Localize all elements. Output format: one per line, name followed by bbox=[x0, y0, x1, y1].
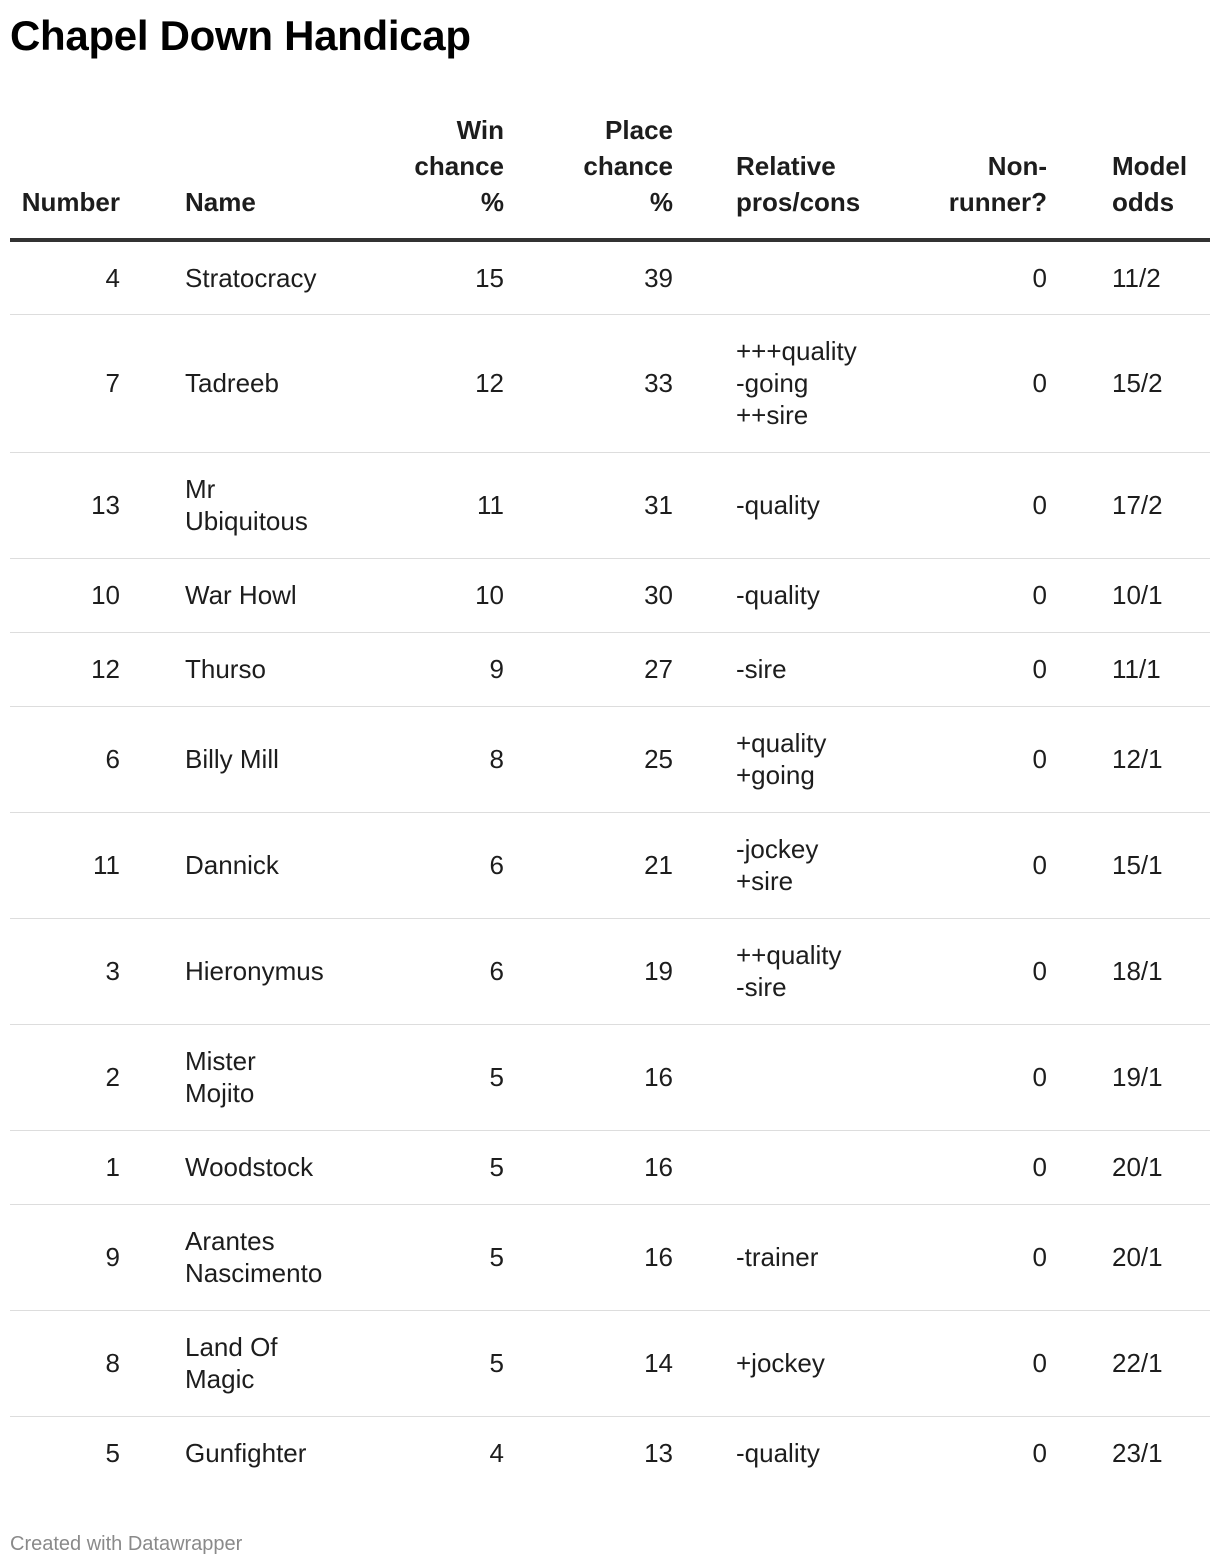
cell-place-chance-text: 33 bbox=[644, 368, 673, 398]
cell-name-text: Dannick bbox=[185, 850, 279, 880]
cell-spacer bbox=[120, 452, 185, 558]
cell-non-runner-text: 0 bbox=[1032, 262, 1047, 293]
cell-name-text: Thurso bbox=[185, 654, 266, 684]
cell-place-chance bbox=[504, 314, 673, 452]
header-spacer bbox=[120, 112, 185, 240]
cell-model-odds bbox=[1112, 918, 1210, 1024]
cell-model-odds bbox=[1112, 1204, 1210, 1310]
cell-pros-cons-text: +jockey bbox=[736, 1348, 825, 1378]
cell-number bbox=[10, 1416, 120, 1490]
cell-non-runner bbox=[916, 1130, 1047, 1204]
cell-non-runner-text: 0 bbox=[1032, 1242, 1047, 1272]
cell-non-runner-text: 0 bbox=[1032, 744, 1047, 774]
cell-name bbox=[185, 314, 344, 452]
cell-non-runner bbox=[916, 918, 1047, 1024]
cell-spacer bbox=[1047, 240, 1112, 314]
cell-spacer bbox=[1047, 706, 1112, 812]
cell-name-text: Mr Ubiquitous bbox=[185, 474, 308, 536]
cell-model-odds-text: 10/1 bbox=[1112, 580, 1163, 610]
race-table bbox=[10, 112, 1210, 1490]
table-row bbox=[10, 314, 1210, 452]
cell-spacer bbox=[120, 812, 185, 918]
header-pros-cons: Relative pros/cons bbox=[736, 112, 916, 240]
cell-spacer bbox=[1047, 632, 1112, 706]
cell-pros-cons bbox=[736, 452, 916, 558]
cell-spacer bbox=[673, 558, 736, 632]
cell-place-chance bbox=[504, 1130, 673, 1204]
cell-spacer bbox=[673, 812, 736, 918]
header-spacer bbox=[1047, 112, 1112, 240]
header-model-odds: Model odds bbox=[1112, 112, 1210, 240]
cell-model-odds-text: 20/1 bbox=[1112, 1152, 1163, 1182]
cell-number bbox=[10, 632, 120, 706]
cell-model-odds-text: 19/1 bbox=[1112, 1062, 1163, 1092]
cell-pros-cons bbox=[736, 1024, 916, 1130]
table-header bbox=[10, 112, 1210, 240]
cell-non-runner-text: 0 bbox=[1032, 368, 1047, 398]
cell-name bbox=[185, 918, 344, 1024]
cell-spacer bbox=[120, 240, 185, 314]
cell-spacer bbox=[673, 314, 736, 452]
cell-spacer bbox=[1047, 1130, 1112, 1204]
cell-name-text: Billy Mill bbox=[185, 744, 279, 774]
table-row bbox=[10, 1024, 1210, 1130]
cell-model-odds bbox=[1112, 452, 1210, 558]
cell-place-chance-text: 14 bbox=[644, 1348, 673, 1378]
cell-spacer bbox=[1047, 558, 1112, 632]
cell-pros-cons bbox=[736, 812, 916, 918]
cell-spacer bbox=[1047, 1416, 1112, 1490]
cell-spacer bbox=[120, 918, 185, 1024]
chart-title: Chapel Down Handicap bbox=[10, 12, 471, 59]
cell-win-chance-text: 5 bbox=[489, 1348, 504, 1378]
cell-pros-cons-text: -quality bbox=[736, 490, 820, 520]
cell-name bbox=[185, 632, 344, 706]
cell-number-text: 5 bbox=[105, 1438, 120, 1469]
cell-model-odds bbox=[1112, 1024, 1210, 1130]
table-row bbox=[10, 1204, 1210, 1310]
cell-number bbox=[10, 240, 120, 314]
cell-number bbox=[10, 812, 120, 918]
cell-spacer bbox=[1047, 918, 1112, 1024]
cell-win-chance bbox=[344, 240, 504, 314]
cell-number bbox=[10, 918, 120, 1024]
cell-non-runner-text: 0 bbox=[1032, 956, 1047, 986]
cell-name-text: Land Of Magic bbox=[185, 1332, 278, 1394]
cell-win-chance bbox=[344, 1310, 504, 1416]
cell-win-chance-text: 9 bbox=[489, 654, 504, 684]
cell-pros-cons-text: -jockey +sire bbox=[736, 834, 819, 896]
cell-name-text: Tadreeb bbox=[185, 368, 279, 398]
cell-win-chance-text: 5 bbox=[489, 1242, 504, 1272]
cell-number bbox=[10, 1130, 120, 1204]
cell-spacer bbox=[1047, 1204, 1112, 1310]
cell-place-chance bbox=[504, 918, 673, 1024]
cell-win-chance-text: 8 bbox=[489, 744, 504, 774]
table-row bbox=[10, 706, 1210, 812]
cell-non-runner bbox=[916, 1024, 1047, 1130]
cell-model-odds bbox=[1112, 812, 1210, 918]
cell-win-chance bbox=[344, 918, 504, 1024]
cell-spacer bbox=[673, 1204, 736, 1310]
cell-model-odds bbox=[1112, 1416, 1210, 1490]
cell-non-runner bbox=[916, 1310, 1047, 1416]
cell-pros-cons-text: -quality bbox=[736, 580, 820, 610]
cell-pros-cons bbox=[736, 1416, 916, 1490]
cell-number-text: 1 bbox=[105, 1152, 120, 1182]
cell-name-text: Gunfighter bbox=[185, 1438, 307, 1469]
cell-spacer bbox=[673, 632, 736, 706]
cell-win-chance bbox=[344, 632, 504, 706]
cell-non-runner bbox=[916, 240, 1047, 314]
cell-place-chance bbox=[504, 240, 673, 314]
cell-number bbox=[10, 1204, 120, 1310]
cell-number-text: 2 bbox=[105, 1062, 120, 1092]
cell-spacer bbox=[120, 1204, 185, 1310]
table-row bbox=[10, 558, 1210, 632]
cell-number bbox=[10, 452, 120, 558]
cell-place-chance-text: 21 bbox=[644, 850, 673, 880]
cell-number bbox=[10, 1024, 120, 1130]
cell-spacer bbox=[673, 1024, 736, 1130]
table-row bbox=[10, 240, 1210, 314]
cell-name-text: Hieronymus bbox=[185, 956, 324, 986]
cell-non-runner bbox=[916, 812, 1047, 918]
cell-non-runner bbox=[916, 1416, 1047, 1490]
cell-number-text: 12 bbox=[91, 654, 120, 684]
cell-number bbox=[10, 706, 120, 812]
credit-footer: Created with Datawrapper bbox=[10, 1533, 243, 1555]
cell-number-text: 7 bbox=[105, 368, 120, 398]
cell-spacer bbox=[673, 1310, 736, 1416]
cell-number-text: 3 bbox=[105, 956, 120, 986]
cell-place-chance bbox=[504, 1204, 673, 1310]
cell-win-chance-text: 11 bbox=[477, 490, 504, 520]
cell-pros-cons bbox=[736, 1310, 916, 1416]
cell-model-odds-text: 23/1 bbox=[1112, 1438, 1163, 1469]
cell-name bbox=[185, 706, 344, 812]
cell-number-text: 10 bbox=[91, 580, 120, 610]
cell-win-chance bbox=[344, 1416, 504, 1490]
cell-non-runner-text: 0 bbox=[1032, 1062, 1047, 1092]
cell-place-chance-text: 30 bbox=[644, 580, 673, 610]
cell-pros-cons bbox=[736, 632, 916, 706]
cell-number-text: 6 bbox=[105, 744, 120, 774]
cell-place-chance-text: 31 bbox=[644, 490, 673, 520]
cell-win-chance-text: 5 bbox=[489, 1152, 504, 1182]
cell-model-odds bbox=[1112, 1130, 1210, 1204]
cell-spacer bbox=[120, 558, 185, 632]
cell-spacer bbox=[673, 1130, 736, 1204]
cell-spacer bbox=[673, 706, 736, 812]
cell-name-text: War Howl bbox=[185, 580, 297, 610]
cell-win-chance-text: 6 bbox=[489, 956, 504, 986]
cell-model-odds bbox=[1112, 240, 1210, 314]
cell-name bbox=[185, 1204, 344, 1310]
cell-place-chance-text: 16 bbox=[644, 1152, 673, 1182]
cell-win-chance bbox=[344, 1204, 504, 1310]
cell-model-odds-text: 17/2 bbox=[1112, 490, 1163, 520]
cell-non-runner bbox=[916, 452, 1047, 558]
cell-model-odds-text: 22/1 bbox=[1112, 1348, 1163, 1378]
cell-spacer bbox=[673, 240, 736, 314]
cell-pros-cons-text: -quality bbox=[736, 1438, 820, 1469]
cell-place-chance-text: 13 bbox=[644, 1438, 673, 1469]
cell-model-odds-text: 18/1 bbox=[1112, 956, 1163, 986]
cell-number-text: 4 bbox=[105, 262, 120, 293]
cell-non-runner bbox=[916, 314, 1047, 452]
cell-name bbox=[185, 1310, 344, 1416]
cell-pros-cons bbox=[736, 240, 916, 314]
header-name: Name bbox=[185, 112, 344, 240]
cell-pros-cons-text: +++quality -going ++sire bbox=[736, 336, 857, 430]
cell-place-chance-text: 27 bbox=[644, 654, 673, 684]
cell-model-odds-text: 11/1 bbox=[1112, 654, 1161, 684]
cell-pros-cons bbox=[736, 706, 916, 812]
cell-name-text: Stratocracy bbox=[185, 262, 317, 293]
cell-win-chance bbox=[344, 452, 504, 558]
cell-win-chance bbox=[344, 1024, 504, 1130]
cell-model-odds bbox=[1112, 1310, 1210, 1416]
cell-non-runner bbox=[916, 558, 1047, 632]
cell-place-chance bbox=[504, 1310, 673, 1416]
cell-non-runner-text: 0 bbox=[1032, 1152, 1047, 1182]
cell-pros-cons-text: ++quality -sire bbox=[736, 940, 842, 1002]
cell-name bbox=[185, 1130, 344, 1204]
cell-place-chance-text: 39 bbox=[644, 262, 673, 293]
cell-spacer bbox=[120, 1310, 185, 1416]
cell-non-runner bbox=[916, 632, 1047, 706]
cell-name-text: Woodstock bbox=[185, 1152, 314, 1182]
cell-place-chance-text: 19 bbox=[644, 956, 673, 986]
header-place-chance: Place chance % bbox=[504, 112, 673, 240]
cell-pros-cons bbox=[736, 1204, 916, 1310]
cell-place-chance bbox=[504, 706, 673, 812]
cell-number-text: 13 bbox=[91, 490, 120, 520]
cell-place-chance-text: 25 bbox=[644, 744, 673, 774]
table-row bbox=[10, 812, 1210, 918]
table-row bbox=[10, 1416, 1210, 1490]
cell-model-odds-text: 20/1 bbox=[1112, 1242, 1163, 1272]
cell-win-chance-text: 4 bbox=[489, 1438, 504, 1469]
table-row bbox=[10, 1130, 1210, 1204]
cell-spacer bbox=[1047, 1024, 1112, 1130]
cell-place-chance bbox=[504, 1024, 673, 1130]
cell-number bbox=[10, 1310, 120, 1416]
cell-number-text: 9 bbox=[105, 1242, 120, 1272]
cell-spacer bbox=[120, 1130, 185, 1204]
table-row bbox=[10, 918, 1210, 1024]
cell-name bbox=[185, 1416, 344, 1490]
cell-win-chance-text: 10 bbox=[475, 580, 504, 610]
cell-model-odds bbox=[1112, 558, 1210, 632]
cell-place-chance bbox=[504, 632, 673, 706]
cell-place-chance bbox=[504, 558, 673, 632]
header-win-chance: Win chance % bbox=[344, 112, 504, 240]
cell-name bbox=[185, 812, 344, 918]
cell-name bbox=[185, 452, 344, 558]
cell-model-odds-text: 11/2 bbox=[1112, 262, 1161, 293]
cell-spacer bbox=[673, 918, 736, 1024]
cell-place-chance-text: 16 bbox=[644, 1242, 673, 1272]
cell-pros-cons bbox=[736, 918, 916, 1024]
cell-win-chance bbox=[344, 1130, 504, 1204]
cell-spacer bbox=[120, 314, 185, 452]
cell-number bbox=[10, 558, 120, 632]
cell-non-runner bbox=[916, 1204, 1047, 1310]
table-row bbox=[10, 452, 1210, 558]
cell-win-chance-text: 15 bbox=[475, 262, 504, 293]
cell-number bbox=[10, 314, 120, 452]
cell-number-text: 8 bbox=[105, 1348, 120, 1378]
cell-pros-cons bbox=[736, 1130, 916, 1204]
cell-place-chance bbox=[504, 1416, 673, 1490]
cell-model-odds-text: 15/2 bbox=[1112, 368, 1163, 398]
cell-win-chance-text: 5 bbox=[489, 1062, 504, 1092]
cell-pros-cons-text: -trainer bbox=[736, 1242, 819, 1272]
cell-pros-cons bbox=[736, 558, 916, 632]
cell-spacer bbox=[673, 1416, 736, 1490]
header-row bbox=[10, 112, 1210, 240]
cell-win-chance bbox=[344, 558, 504, 632]
table-row bbox=[10, 632, 1210, 706]
cell-non-runner-text: 0 bbox=[1032, 654, 1047, 684]
cell-name-text: Mister Mojito bbox=[185, 1046, 256, 1108]
cell-place-chance bbox=[504, 452, 673, 558]
cell-spacer bbox=[1047, 812, 1112, 918]
cell-place-chance-text: 16 bbox=[644, 1062, 673, 1092]
cell-non-runner-text: 0 bbox=[1032, 1438, 1047, 1469]
cell-win-chance bbox=[344, 314, 504, 452]
cell-non-runner bbox=[916, 706, 1047, 812]
cell-spacer bbox=[1047, 314, 1112, 452]
cell-win-chance-text: 12 bbox=[475, 368, 504, 398]
header-spacer bbox=[673, 112, 736, 240]
cell-spacer bbox=[1047, 452, 1112, 558]
cell-non-runner-text: 0 bbox=[1032, 490, 1047, 520]
cell-spacer bbox=[120, 1024, 185, 1130]
header-non-runner: Non- runner? bbox=[916, 112, 1047, 240]
cell-pros-cons-text: -sire bbox=[736, 654, 787, 684]
cell-place-chance bbox=[504, 812, 673, 918]
cell-model-odds bbox=[1112, 314, 1210, 452]
cell-number-text: 11 bbox=[93, 850, 120, 880]
cell-name bbox=[185, 240, 344, 314]
cell-spacer bbox=[120, 706, 185, 812]
cell-model-odds-text: 12/1 bbox=[1112, 744, 1163, 774]
cell-spacer bbox=[120, 1416, 185, 1490]
cell-spacer bbox=[673, 452, 736, 558]
table-body bbox=[10, 240, 1210, 1490]
cell-spacer bbox=[120, 632, 185, 706]
cell-non-runner-text: 0 bbox=[1032, 1348, 1047, 1378]
cell-name-text: Arantes Nascimento bbox=[185, 1226, 323, 1288]
cell-model-odds bbox=[1112, 706, 1210, 812]
cell-non-runner-text: 0 bbox=[1032, 580, 1047, 610]
cell-pros-cons-text: +quality +going bbox=[736, 728, 827, 790]
header-number: Number bbox=[10, 112, 120, 240]
table-row bbox=[10, 1310, 1210, 1416]
cell-non-runner-text: 0 bbox=[1032, 850, 1047, 880]
cell-spacer bbox=[1047, 1310, 1112, 1416]
cell-model-odds-text: 15/1 bbox=[1112, 850, 1163, 880]
cell-model-odds bbox=[1112, 632, 1210, 706]
cell-pros-cons bbox=[736, 314, 916, 452]
cell-name bbox=[185, 558, 344, 632]
cell-win-chance-text: 6 bbox=[489, 850, 504, 880]
cell-name bbox=[185, 1024, 344, 1130]
cell-win-chance bbox=[344, 706, 504, 812]
cell-win-chance bbox=[344, 812, 504, 918]
